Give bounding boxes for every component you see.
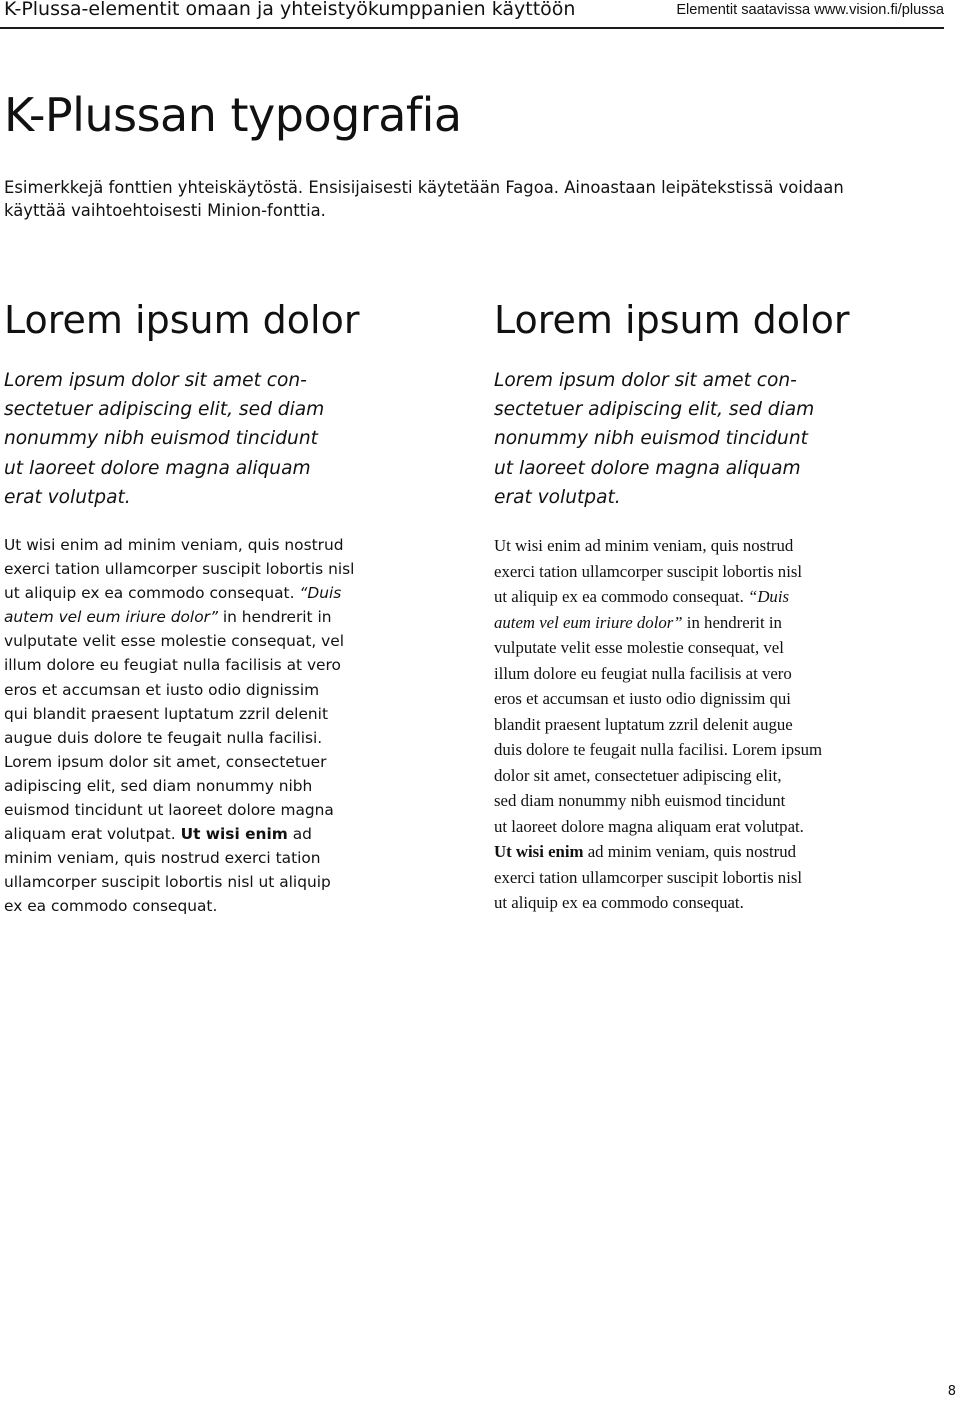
page-title: K-Plussan typografia bbox=[4, 88, 462, 142]
body-text: Ut wisi enim ad minim veniam, quis nostrud exerci tation ullamcorper suscipit lobortis nisl ut aliquip ex ea commodo consequat. bbox=[494, 536, 803, 606]
body-text: ad minim veniam, quis nostrud exerci tation ullamcorper suscipit lobortis nisl ut aliquip ex ea commodo consequat. bbox=[494, 842, 803, 912]
header-title: K-Plussa-elementit omaan ja yhteistyökumppanien käyttöön bbox=[4, 0, 576, 20]
body-quote: “Duis autem vel eum iriure dolor” bbox=[4, 584, 342, 627]
column-lead: Lorem ipsum dolor sit amet con- sectetuer adipiscing elit, sed diam nonummy nibh euismod tincidunt ut laoreet dolore magna aliquam erat volutpat. bbox=[494, 370, 815, 508]
column-heading: Lorem ipsum dolor bbox=[4, 298, 360, 342]
body-text: in hendrerit in vulputate velit esse molestie consequat, vel illum dolore eu feugiat nulla facilisis at vero eros et accumsan et iusto odio dignissim qui blandit praesent luptatum zzril delenit augue duis dolore te feugait nulla facilisi. Lorem ipsum dolor sit amet, consectetuer adipiscing elit, sed diam nonummy nibh euismod tincidunt ut laoreet dolore magna aliquam erat volutpat. bbox=[494, 612, 823, 836]
body-bold: Ut wisi enim bbox=[180, 825, 288, 844]
header-link-text: Elementit saatavissa www.vision.fi/plussa bbox=[676, 2, 944, 18]
column-lead: Lorem ipsum dolor sit amet con- sectetuer adipiscing elit, sed diam nonummy nibh euismod tincidunt ut laoreet dolore magna aliquam erat volutpat. bbox=[4, 370, 325, 508]
body-text: Ut wisi enim ad minim veniam, quis nostrud exerci tation ullamcorper suscipit lobortis nisl ut aliquip ex ea commodo consequat. bbox=[4, 536, 355, 603]
body-bold: Ut wisi enim bbox=[494, 842, 584, 861]
body-quote: “Duis autem vel eum iriure dolor” bbox=[494, 587, 790, 632]
page-number: 8 bbox=[947, 1384, 956, 1399]
header-rule bbox=[0, 27, 944, 29]
body-text: ad minim veniam, quis nostrud exerci tation ullamcorper suscipit lobortis nisl ut aliquip ex ea commodo consequat. bbox=[4, 825, 331, 916]
column-body bbox=[4, 533, 354, 919]
body-text: in hendrerit in vulputate velit esse molestie consequat, vel illum dolore eu feugiat nulla facilisis at vero eros et accumsan et iusto odio dignissim qui blandit praesent luptatum zzril delenit augue duis dolore te feugait nulla facilisi. Lorem ipsum dolor sit amet, consectetuer adipiscing elit, sed diam nonummy nibh euismod tincidunt ut laoreet dolore magna aliquam erat volutpat. bbox=[4, 608, 345, 844]
intro-paragraph: Esimerkkejä fonttien yhteiskäytöstä. Ensisijaisesti käytetään Fagoa. Ainoastaan leipätekstissä voidaan käyttää vaihtoehtoisesti Minion-fonttia. bbox=[4, 178, 844, 220]
column-body bbox=[494, 533, 822, 916]
column-heading: Lorem ipsum dolor bbox=[494, 298, 850, 342]
